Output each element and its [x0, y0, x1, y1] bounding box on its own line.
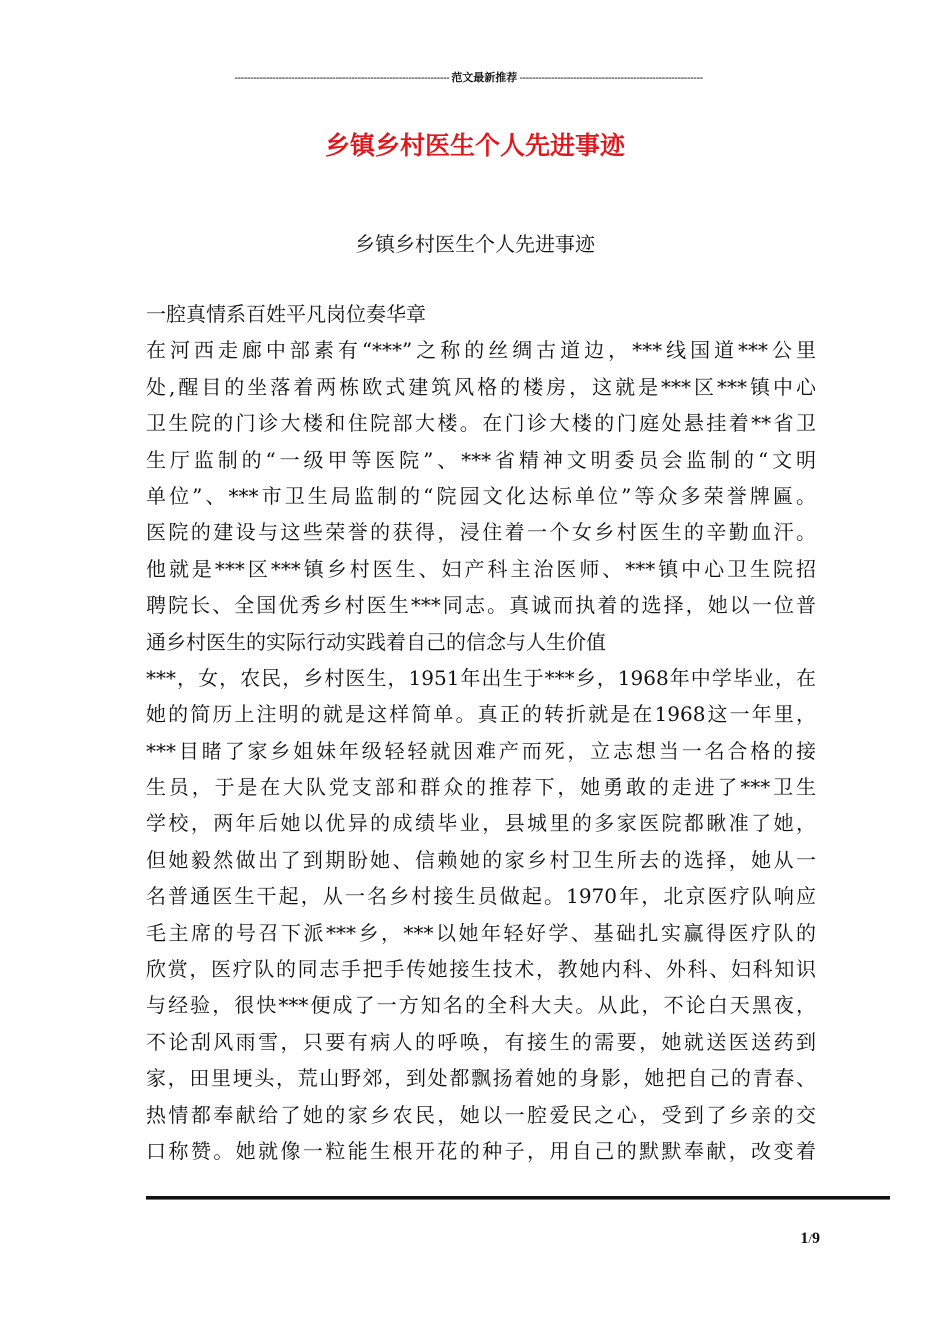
page-number [760, 1230, 820, 1248]
page-current: 1 [800, 1230, 809, 1247]
body-line: 生员，于是在大队党支部和群众的推荐下，她勇敢的走进了***卫生 [146, 775, 816, 800]
header-left-dashes: -------------------------------------------------------------------- [234, 72, 450, 84]
body-line: 单位”、***市卫生局监制的“院园文化达标单位”等众多荣誉牌匾。 [146, 483, 816, 508]
body-line: 毛主席的号召下派***乡，***以她年轻好学、基础扎实赢得医疗队的 [146, 920, 816, 945]
body-line: 名普通医生干起，从一名乡村接生员做起。1970年，北京医疗队响应 [146, 884, 816, 909]
footer-rule-thin [146, 1199, 890, 1200]
body-line: 欣赏，医疗队的同志手把手传她接生技术，教她内科、外科、妇科知识 [146, 957, 816, 982]
document-title: 乡镇乡村医生个人先进事迹 [324, 131, 625, 160]
document-subtitle: 乡镇乡村医生个人先进事迹 [355, 232, 595, 256]
page-header [146, 68, 791, 88]
body-line: 通乡村医生的实际行动实践着自己的信念与人生价值 [146, 629, 606, 654]
body-line: ***目睹了家乡姐妹年级轻轻就因难产而死，立志想当一名合格的接 [146, 738, 816, 763]
body-line: 在河西走廊中部素有“***”之称的丝绸古道边，***线国道***公里 [146, 338, 816, 363]
body-line: 与经验，很快***便成了一方知名的全科大夫。从此，不论白天黑夜， [146, 993, 816, 1018]
body-line: 一腔真情系百姓平凡岗位奏华章 [146, 302, 426, 326]
body-line: 生厅监制的“一级甲等医院”、***省精神文明委员会监制的“文明 [146, 447, 816, 472]
body-line: 不论刮风雨雪，只要有病人的呼唤，有接生的需要，她就送医送药到 [146, 1029, 816, 1054]
body-line: 聘院长、全国优秀乡村医生***同志。真诚而执着的选择，她以一位普 [146, 593, 816, 618]
body-line: ***，女，农民，乡村医生，1951年出生于***乡，1968年中学毕业，在 [146, 665, 816, 690]
header-label: 范文最新推荐 [451, 72, 518, 84]
body-line: 家，田里埂头，荒山野郊，到处都飘扬着她的身影，她把自己的青春、 [146, 1066, 816, 1091]
header-right-dashes: ---------------------------------------------------------- [519, 72, 703, 84]
body-line: 热情都奉献给了她的家乡农民，她以一腔爱民之心，受到了乡亲的交 [146, 1102, 816, 1127]
body-line: 医院的建设与这些荣誉的获得，浸住着一个女乡村医生的辛勤血汗。 [146, 520, 816, 545]
body-line: 学校，两年后她以优异的成绩毕业，县城里的多家医院都瞅准了她， [146, 811, 816, 836]
body-line: 他就是***区***镇乡村医生、妇产科主治医师、***镇中心卫生院招 [146, 556, 816, 581]
document-body [146, 296, 816, 1169]
body-line: 口称赞。她就像一粒能生根开花的种子，用自己的默默奉献，改变着 [146, 1138, 816, 1163]
body-line: 她的简历上注明的就是这样简单。真正的转折就是在1968这一年里， [146, 702, 816, 727]
body-line: 但她毅然做出了到期盼她、信赖她的家乡村卫生所去的选择，她从一 [146, 847, 816, 872]
body-line: 处,醒目的坐落着两栋欧式建筑风格的楼房，这就是***区***镇中心 [146, 374, 816, 399]
body-line: 卫生院的门诊大楼和住院部大楼。在门诊大楼的门庭处悬挂着**省卫 [146, 411, 816, 436]
page-total: 9 [812, 1230, 820, 1247]
page-separator: / [808, 1231, 812, 1246]
